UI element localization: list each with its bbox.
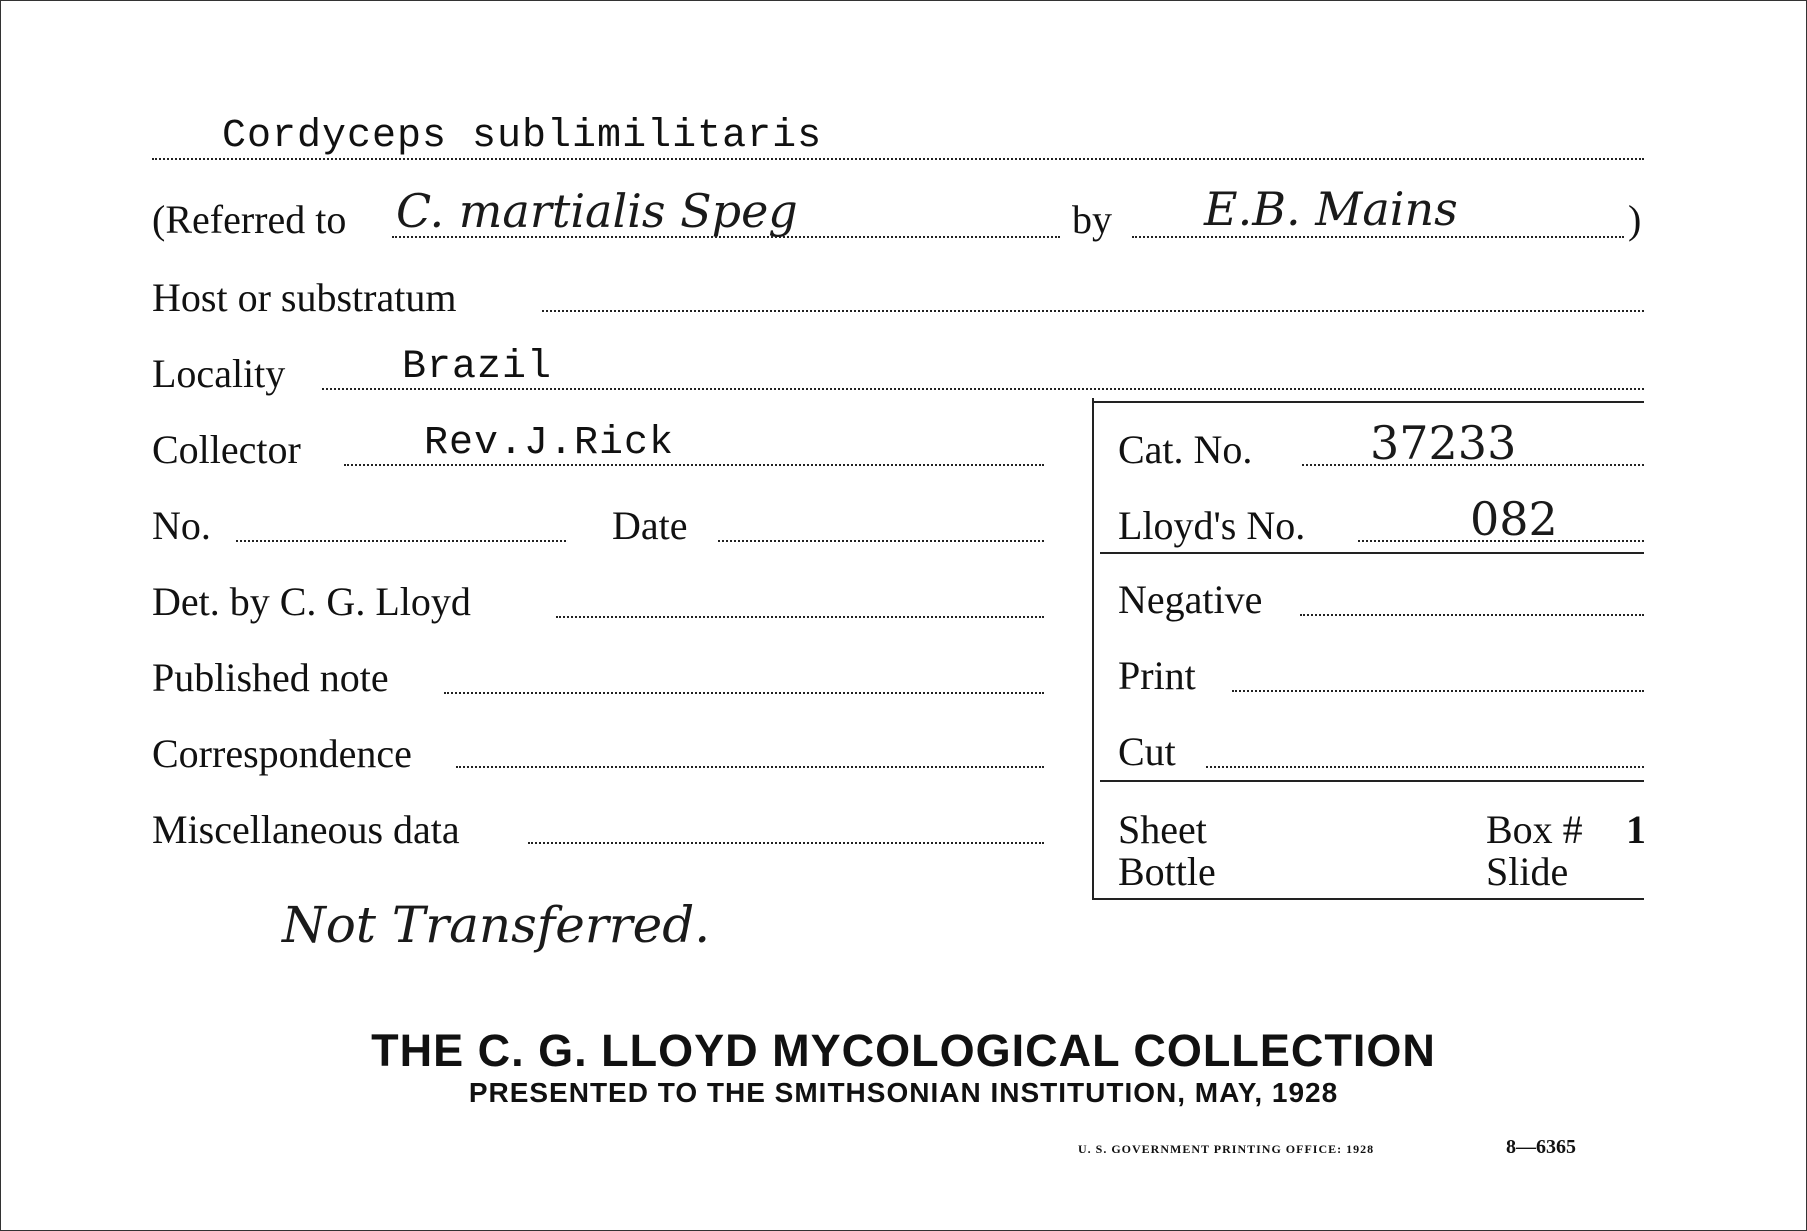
print-line [1232,690,1644,692]
cat-no-value: 37233 [1370,416,1517,470]
right-box-divider-2 [1100,780,1644,782]
bottle-label: Bottle [1118,849,1216,894]
locality-value: Brazil [402,345,553,390]
referred-value: C. martialis Speg [396,184,798,238]
cut-line [1206,766,1644,768]
correspondence-label: Correspondence [152,731,412,776]
collection-subtitle: PRESENTED TO THE SMITHSONIAN INSTITUTION, MAY, 1928 [468,1077,1339,1108]
referred-by-line [1132,236,1624,238]
collector-value: Rev.J.Rick [424,421,675,466]
referred-by-label: by [1072,197,1112,242]
printer-imprint: U. S. GOVERNMENT PRINTING OFFICE: 1928 [1078,1142,1375,1156]
negative-line [1300,614,1644,616]
lloyds-no-value: 082 [1470,492,1558,546]
slide-label: Slide [1486,849,1569,894]
det-by-line [556,616,1044,618]
date-line [718,540,1044,542]
det-by-label: Det. by C. G. Lloyd [152,579,471,624]
cat-no-label: Cat. No. [1118,427,1253,472]
right-box-divider-1 [1100,552,1644,554]
no-label: No. [152,503,211,548]
print-label: Print [1118,653,1196,698]
misc-data-label: Miscellaneous data [152,807,460,852]
box-value: 1 [1626,807,1646,852]
no-line [236,540,566,542]
host-line [542,310,1644,312]
collection-title: THE C. G. LLOYD MYCOLOGICAL COLLECTION [371,1025,1436,1076]
referred-by-value: E.B. Mains [1204,182,1458,236]
sheet-label: Sheet [1118,807,1207,852]
referred-close: ) [1628,197,1642,242]
published-note-line [444,692,1044,694]
species-name: Cordyceps sublimilitaris [222,114,823,159]
box-label: Box # [1486,807,1583,852]
referred-label: (Referred to [152,197,347,242]
right-box-bottom-border [1092,898,1644,900]
host-label: Host or substratum [152,275,457,320]
negative-label: Negative [1118,577,1263,622]
right-box-top-border [1092,401,1644,403]
correspondence-line [456,766,1044,768]
lloyds-no-label: Lloyd's No. [1118,503,1306,548]
misc-data-line [528,842,1044,844]
form-code: 8—6365 [1506,1136,1576,1158]
species-line [152,158,1644,160]
date-label: Date [612,503,688,548]
locality-label: Locality [152,351,286,396]
collector-label: Collector [152,427,301,472]
right-box-left-border [1092,398,1094,900]
cut-label: Cut [1118,729,1176,774]
published-note-label: Published note [152,655,389,700]
handwritten-note: Not Transferred. [282,896,711,954]
